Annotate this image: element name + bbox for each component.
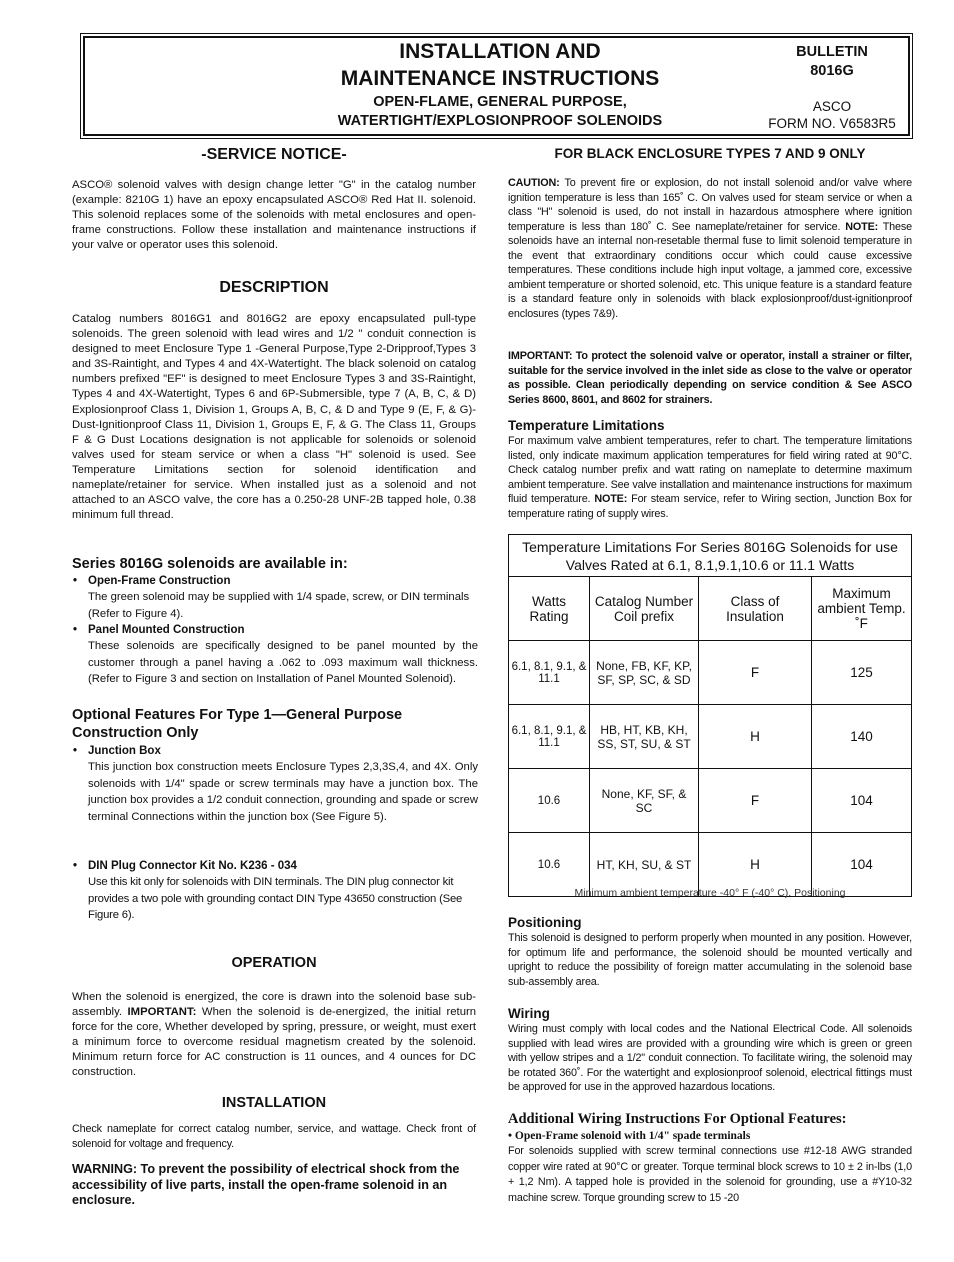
wiring-heading: Wiring — [508, 1006, 550, 1021]
form-number: FORM NO. V6583R5 — [768, 116, 896, 131]
temperature-table — [508, 534, 912, 897]
temperature-text-b: For steam service, refer to Wiring section, Junction Box for temperature rating of supply wires. — [508, 493, 913, 520]
table-cell: H — [699, 833, 812, 897]
din-plug-item — [73, 858, 484, 924]
warning-text: WARNING: To prevent the possibility of electrical shock from the accessibility of live parts, install the open-frame solenoid in an enclosure. — [72, 1162, 460, 1207]
installation-text: Check nameplate for correct catalog number, service, and wattage. Check front of solenoid for voltage and frequency. — [72, 1123, 476, 1150]
description-heading: DESCRIPTION — [219, 279, 329, 296]
junction-box-text: This junction box construction meets Enclosure Types 2,3,3S,4, and 4X. Only solenoids with 1/4" spade or screw terminals may have a junction box. The junction box provides a 1/2 conduit connection, grounding and spade or screw terminal Connections within the junction box (See Figure 5). — [88, 761, 478, 823]
temperature-text — [508, 434, 912, 521]
operation-text — [72, 990, 476, 1081]
bulletin-block — [762, 43, 902, 81]
panel-mounted-heading: Panel Mounted Construction — [88, 624, 245, 636]
positioning-heading: Positioning — [508, 915, 582, 930]
table-row — [509, 641, 912, 705]
caution-text: To prevent fire or explosion, do not install solenoid and/or valve where ignition temperature is less than 165˚ C. On valves used for steam service or when a class "H" solenoid is used, do not install in hazardous atmosphere where ignition temperature is less than 180˚ C. See nameplate/retainer for service. — [508, 177, 913, 233]
installation-heading: INSTALLATION — [221, 1095, 327, 1111]
table-row — [509, 769, 912, 833]
temperature-note-label: NOTE: — [594, 493, 628, 505]
caution-label: CAUTION: — [508, 177, 560, 189]
table-cell: None, KF, SF, & SC — [590, 769, 699, 833]
junction-box-heading: Junction Box — [88, 745, 161, 757]
operation-important-label: IMPORTANT: — [127, 1006, 197, 1019]
page-subtitle — [300, 93, 700, 131]
operation-text-b: When the solenoid is de-energized, the initial return force for the core, Whether developed by spring, pressure, or weight, must exert a minimum force to overcome residual magnetism created by the solenoid. Minimum return force for AC construction is 11 ounces, and 4 ounces for DC construction. — [72, 1006, 477, 1079]
positioning-text: This solenoid is designed to perform properly when mounted in any position. However, for optimum life and performance, the solenoid should be mounted vertically and upright to reduce the possibility of foreign matter accumulating in the solenoid base sub-assembly area. — [508, 932, 912, 988]
operation-heading: OPERATION — [231, 955, 317, 971]
company-name: ASCO — [812, 99, 852, 114]
temperature-text-a: For maximum valve ambient temperatures, refer to chart. The temperature limitations listed, only indicate maximum application temperatures for field wiring rated at 90°C. Check catalog number prefix and watt rating on nameplate to determine maximum ambient temperature. See valve installation and maintenance instructions for maximum fluid temperature. — [508, 435, 912, 505]
table-cell: 10.6 — [509, 769, 590, 833]
open-frame-item — [73, 573, 478, 622]
spade-terminals-text: For solenoids supplied with screw terminal connections use #12-18 AWG stranded copper wire rated at 90°C or greater. Torque terminal block screws to 10 ± 2 in-lbs (1,0 + 1,2 Nm). A tapped hole is provided in the solenoid for grounding, use a #Y10-32 machine screw. Torque grounding screw to 15 -20 — [508, 1145, 912, 1204]
bullet: • — [73, 860, 78, 872]
operation-text-a: When the solenoid is energized, the core is drawn into the solenoid base sub-assembly. — [72, 991, 476, 1019]
table-header-max-temp: Maximum ambient Temp. ˚F — [812, 577, 912, 641]
bulletin-label: BULLETIN — [796, 44, 868, 60]
important-strainer-text: IMPORTANT: To protect the solenoid valve or operator, install a strainer or filter, suitable for the service involved in the inlet side as close to the valve or operator as possible. Clean periodically depending on service condition & See ASCO Series 8600, 8601, and 8602 for strainers. — [508, 350, 912, 406]
table-cell: 6.1, 8.1, 9.1, & 11.1 — [509, 705, 590, 769]
subtitle-line-2: WATERTIGHT/EXPLOSIONPROOF SOLENOIDS — [337, 113, 663, 129]
table-cell: F — [699, 641, 812, 705]
panel-mounted-text: These solenoids are specifically designed to be panel mounted by the customer through a panel having a .062 to .093 maximum wall thickness. (Refer to Figure 3 and section on Installation of Panel Mounted Solenoid). — [88, 640, 478, 685]
wiring-text: Wiring must comply with local codes and the National Electrical Code. All solenoids supplied with lead wires are provided with a grounding wire which is green or green with yellow stripes and a 1/2" conduit connection. To facilitate wiring, the solenoid may be rotated 360˚. For the watertight and explosionproof solenoid, electrical fittings must be approved for use in the approved hazardous locations. — [508, 1023, 912, 1093]
bullet: • — [73, 745, 78, 757]
table-header-insulation: Class of Insulation — [699, 577, 812, 641]
table-cell: None, FB, KF, KP, SF, SP, SC, & SD — [590, 641, 699, 705]
din-plug-text: Use this kit only for solenoids with DIN terminals. The DIN plug connector kit provides a two pole with grounding contact DIN Type 43650 construction (See Figure 6). — [88, 876, 463, 921]
table-cell: HB, HT, KB, KH, SS, ST, SU, & ST — [590, 705, 699, 769]
temperature-heading: Temperature Limitations — [508, 418, 665, 433]
page-title — [300, 38, 700, 92]
form-block — [762, 98, 902, 132]
description-text: Catalog numbers 8016G1 and 8016G2 are epoxy encapsulated pull-type solenoids. The green solenoid with lead wires and 1/2 " conduit connection is designed to meet Enclosure Type 1 -General Purpose,Type 2-Dripproof,Types 3 and 3S-Raintight, and Types 4 and 4X-Watertight. The black solenoid on catalog numbers prefixed "EF" is designed to meet Enclosure Types 3 and 3S-Raintight, Types 4 and 4X-Watertight, Types 6 and 6P-Submersible, type 7 (A, B, C, & D) Explosionproof Class 1, Division 1, Groups A, B, C, & D and Type 9 (E, F, & G)-Dust-Ignitionproof Class 11, Division 1, Groups E, F, & G. The Class 11, Groups F & G Dust Locations designation is not applicable for solenoids or solenoid valves used for steam service or when a class "H" solenoid is used. See Temperature Limitations section for solenoid identification and nameplate/retainer for service. When installed just as a solenoid and not attached to an ASCO valve, the core has a 0.250-28 UNF-2B tapped hole, 0.38 minimum full thread. — [72, 313, 476, 522]
title-line-2: MAINTENANCE INSTRUCTIONS — [340, 67, 660, 90]
bullet: • — [73, 575, 78, 587]
optional-features-heading: Optional Features For Type 1—General Purpose Construction Only — [72, 707, 403, 741]
table-cell: HT, KH, SU, & ST — [590, 833, 699, 897]
caution-note-text — [508, 176, 912, 321]
table-cell: H — [699, 705, 812, 769]
open-frame-heading: Open-Frame Construction — [88, 575, 231, 587]
table-cell: 125 — [812, 641, 912, 705]
table-cell: 10.6 — [509, 833, 590, 897]
additional-wiring-heading: Additional Wiring Instructions For Optional Features: — [508, 1111, 847, 1127]
din-plug-heading: DIN Plug Connector Kit No. K236 - 034 — [88, 860, 297, 872]
table-footnote: Minimum ambient temperature -40° F (-40° C). Positioning — [574, 887, 846, 899]
note-label: NOTE: — [845, 220, 879, 233]
spade-terminals-heading: • Open-Frame solenoid with 1/4" spade terminals — [508, 1130, 751, 1142]
bullet: • — [73, 624, 78, 636]
table-header-prefix: Catalog Number Coil prefix — [590, 577, 699, 641]
title-line-1: INSTALLATION AND — [399, 40, 601, 63]
table-caption: Temperature Limitations For Series 8016G Solenoids for use Valves Rated at 6.1, 8.1,9.1,10.6 or 11.1 Watts — [509, 535, 912, 577]
black-enclosure-heading: FOR BLACK ENCLOSURE TYPES 7 AND 9 ONLY — [554, 146, 866, 161]
series-heading: Series 8016G solenoids are available in: — [72, 556, 348, 572]
open-frame-text: The green solenoid may be supplied with 1/4 spade, screw, or DIN terminals (Refer to Figure 4). — [88, 591, 470, 620]
table-row — [509, 705, 912, 769]
panel-mounted-item — [73, 622, 478, 688]
table-cell: 140 — [812, 705, 912, 769]
table-cell: 6.1, 8.1, 9.1, & 11.1 — [509, 641, 590, 705]
table-cell: F — [699, 769, 812, 833]
bulletin-number: 8016G — [810, 63, 854, 79]
table-cell: 104 — [812, 769, 912, 833]
table-cell: 104 — [812, 833, 912, 897]
subtitle-line-1: OPEN-FLAME, GENERAL PURPOSE, — [373, 94, 627, 110]
service-notice-heading: -SERVICE NOTICE- — [201, 146, 347, 163]
note-text: These solenoids have an internal non-resetable thermal fuse to limit solenoid temperature in the event that extraordinary conditions occur which could cause excessive temperatures. These conditions include high input voltage, a jammed core, excessive ambient temperature or shorted solenoid, etc. This unique feature is a standard feature is a standard feature only in solenoids with black explosionproof/dust-ignitionproof enclosures (types 7&9). — [508, 220, 912, 320]
junction-box-item — [73, 743, 478, 825]
service-notice-text: ASCO® solenoid valves with design change letter "G" in the catalog number (example: 8210G 1) have an epoxy encapsulated ASCO® Red Hat II. solenoid. This solenoid replaces some of the solenoids with metal enclosures and open-frame constructions. Follow these installation and maintenance instructions if your valve or operator uses this solenoid. — [72, 179, 476, 252]
table-header-watts: Watts Rating — [509, 577, 590, 641]
